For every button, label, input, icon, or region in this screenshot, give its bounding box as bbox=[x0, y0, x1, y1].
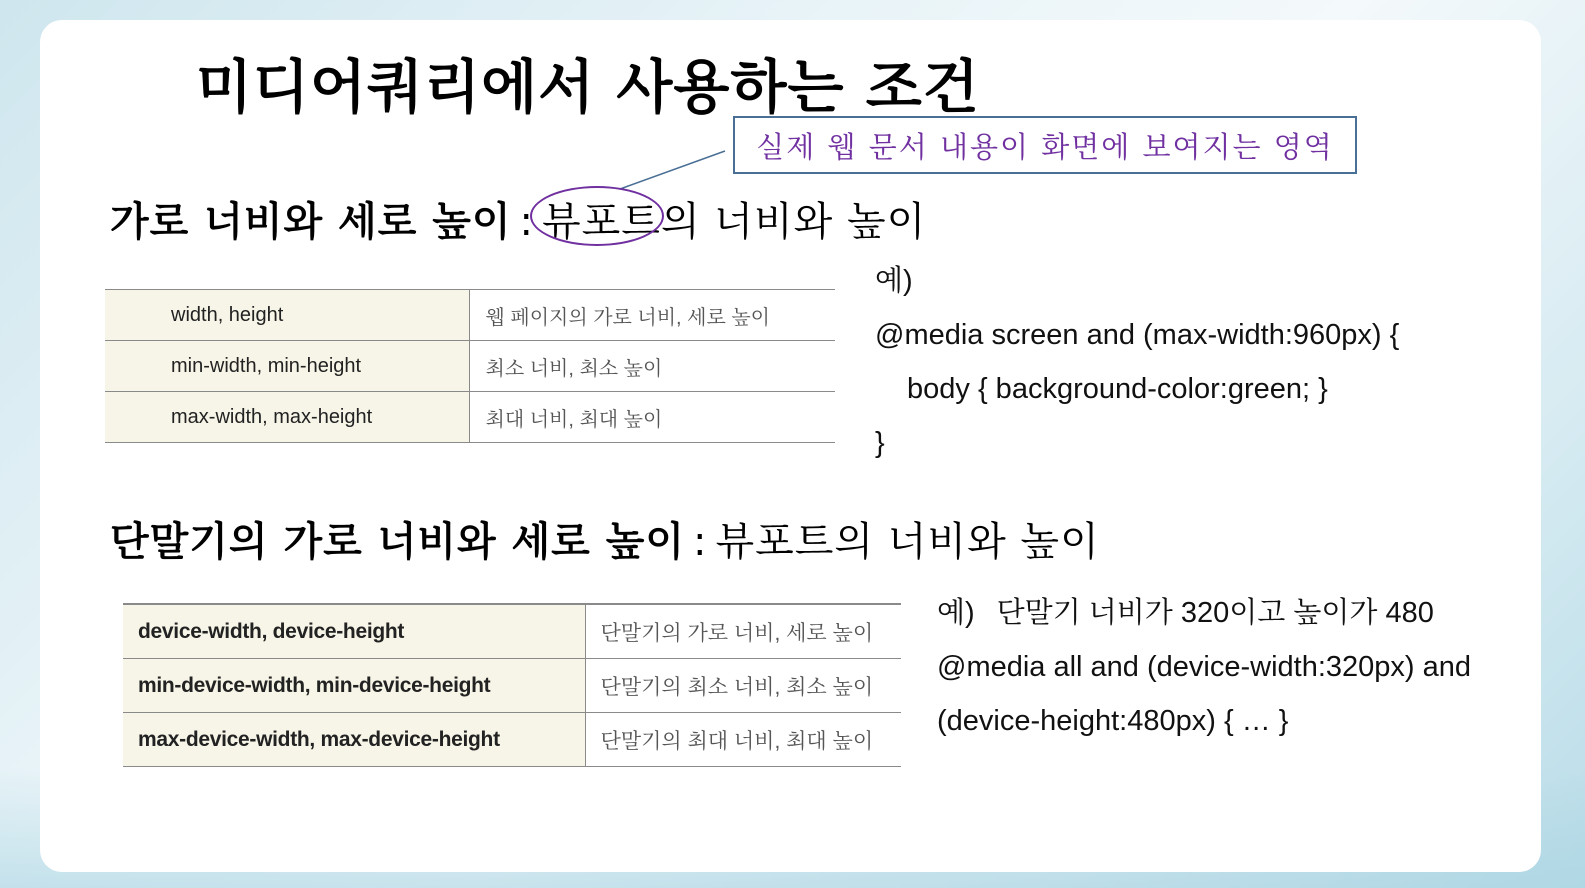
example1-line1: @media screen and (max-width:960px) { bbox=[875, 319, 1400, 351]
slide-title: 미디어쿼리에서 사용하는 조건 bbox=[196, 53, 980, 121]
table-value: 단말기의 최대 너비, 최대 높이 bbox=[585, 713, 901, 767]
table-value: 단말기의 최소 너비, 최소 높이 bbox=[585, 659, 901, 713]
example2-label: 예) bbox=[937, 597, 975, 629]
section1-heading-bold: 가로 너비와 세로 높이 bbox=[110, 199, 512, 245]
device-size-table bbox=[123, 603, 901, 767]
example2-line2: (device-height:480px) { … } bbox=[937, 705, 1289, 737]
table-row bbox=[105, 290, 835, 341]
example2-intro bbox=[937, 586, 1471, 640]
example1-code bbox=[875, 254, 1399, 470]
table-key: max-width, max-height bbox=[105, 392, 469, 443]
section2-separator: : bbox=[693, 519, 708, 565]
table-key: min-device-width, min-device-height bbox=[123, 659, 585, 713]
viewport-size-table bbox=[105, 289, 835, 443]
table-key: width, height bbox=[105, 290, 469, 341]
section2-heading bbox=[110, 510, 1100, 567]
section1-separator: : bbox=[519, 199, 535, 245]
section1-heading bbox=[110, 190, 926, 247]
table-key: device-width, device-height bbox=[123, 604, 585, 659]
table-value: 최대 너비, 최대 높이 bbox=[469, 392, 835, 443]
example2-line1: @media all and (device-width:320px) and bbox=[937, 651, 1472, 683]
section2-heading-bold: 단말기의 가로 너비와 세로 높이 bbox=[110, 519, 686, 565]
table-row bbox=[105, 392, 835, 443]
viewport-highlight-circle bbox=[530, 186, 664, 246]
section1-heading-rest: 의 너비와 높이 bbox=[660, 199, 927, 245]
example2-desc: 단말기 너비가 320이고 높이가 480 bbox=[996, 597, 1434, 629]
section1-heading-circled: 뷰포트 bbox=[542, 199, 661, 245]
table-row bbox=[123, 659, 901, 713]
table-row bbox=[105, 341, 835, 392]
example1-line3: } bbox=[875, 427, 885, 459]
viewport-callout-box: 실제 웹 문서 내용이 화면에 보여지는 영역 bbox=[733, 116, 1357, 174]
slide bbox=[40, 20, 1541, 872]
table-value: 단말기의 가로 너비, 세로 높이 bbox=[585, 604, 901, 659]
table-value: 웹 페이지의 가로 너비, 세로 높이 bbox=[469, 290, 835, 341]
table-key: max-device-width, max-device-height bbox=[123, 713, 585, 767]
table-row bbox=[123, 713, 901, 767]
section2-heading-rest: 뷰포트의 너비와 높이 bbox=[715, 519, 1100, 565]
example2-code bbox=[937, 586, 1471, 748]
example1-line2: body { background-color:green; } bbox=[907, 373, 1328, 405]
table-value: 최소 너비, 최소 높이 bbox=[469, 341, 835, 392]
table-row bbox=[123, 604, 901, 659]
example1-label: 예) bbox=[875, 265, 913, 297]
table-key: min-width, min-height bbox=[105, 341, 469, 392]
